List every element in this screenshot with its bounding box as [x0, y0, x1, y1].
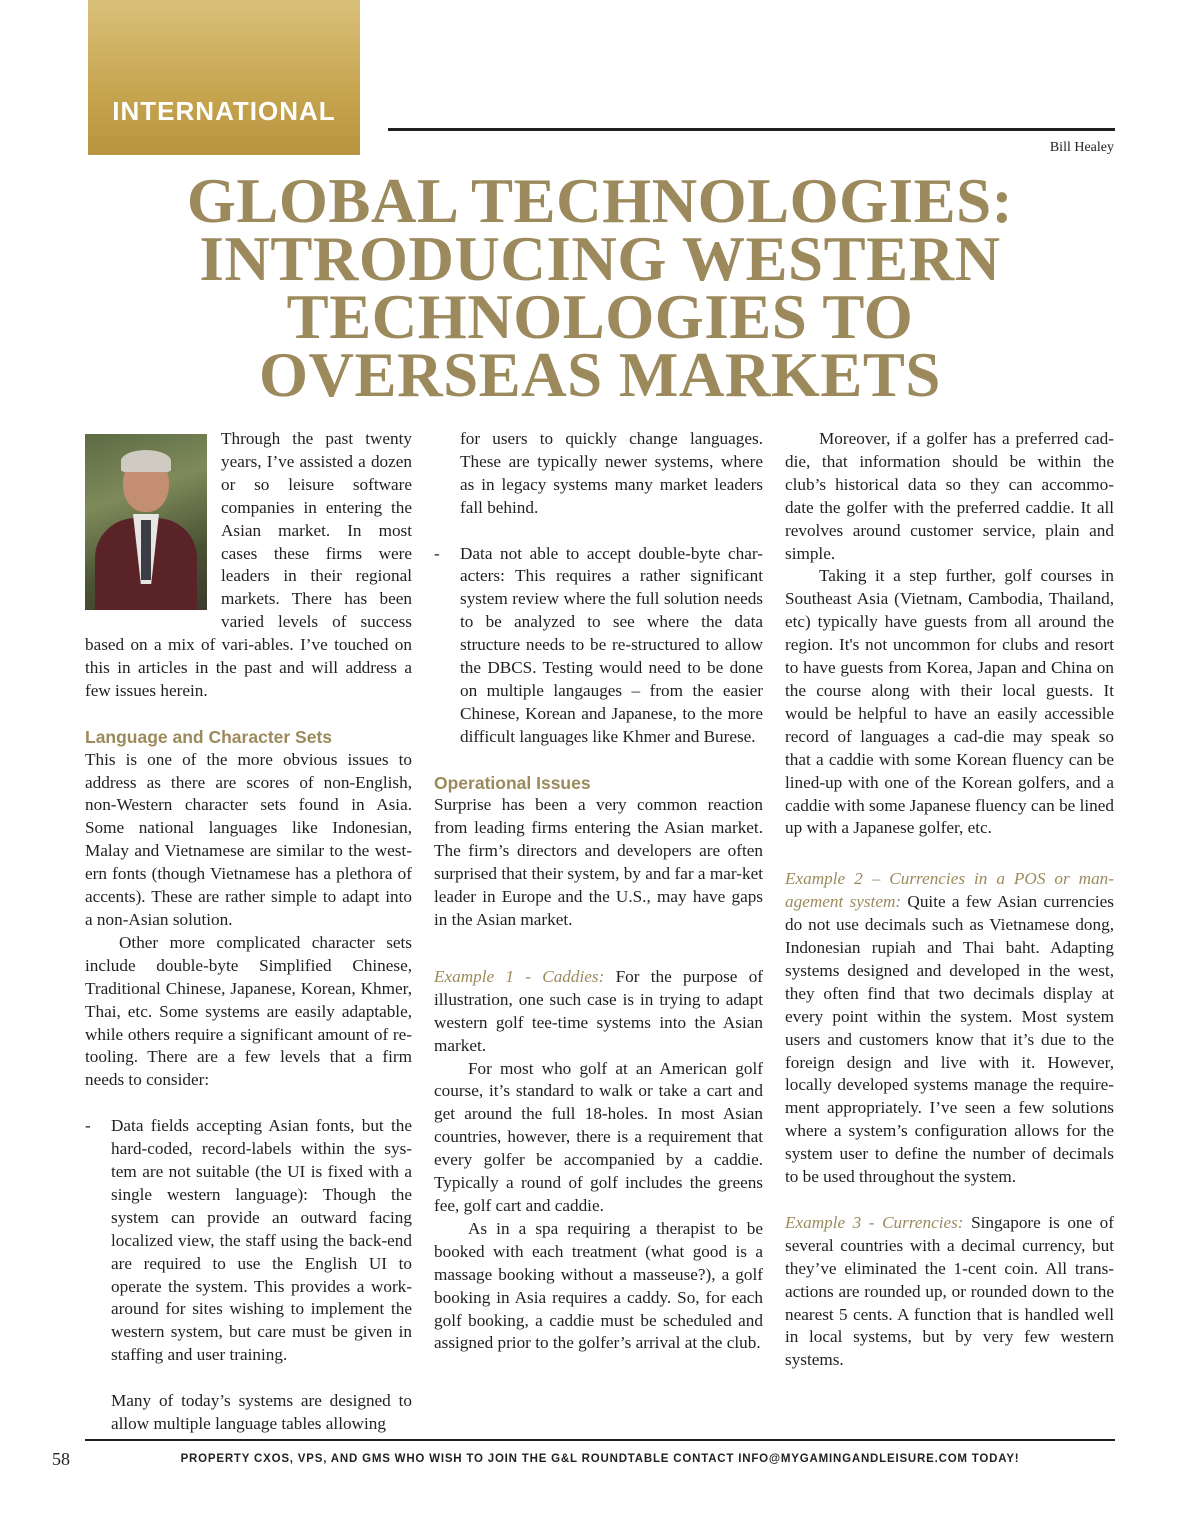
page-number: 58	[52, 1449, 70, 1469]
example-paragraph	[785, 1212, 1114, 1372]
example-label: Example 2 – Currencies in a POS or man-agement system:	[785, 869, 1114, 912]
example-label: Example 1 - Caddies:	[434, 966, 605, 986]
footer-note: PROPERTY CXOS, VPS, AND GMS WHO WISH TO JOIN THE G&L ROUNDTABLE CONTACT INFO@MYGAMINGANDLEISURE.COM TODAY!	[180, 1453, 1020, 1465]
example-paragraph	[785, 868, 1114, 1189]
section-label: INTERNATIONAL	[112, 96, 336, 126]
subhead-language: Language and Character Sets	[85, 726, 333, 747]
section-badge	[88, 0, 360, 155]
bullet-marker: -	[434, 543, 440, 563]
list-item-text: Data not able to accept double-byte char-acters: This requires a rather significant system review where the full solution needs to be analyzed to see where the data structure needs to be re-structured to allow the DBCS. Testing would need to be done on multiple langauges – from the easier Chinese, Korean and Japanese, to the more difficult languages like Khmer and Burese.	[460, 543, 763, 746]
example-text: Quite a few Asian currencies do not use decimals such as Vietnamese dong, Indonesian rupiah and Thai baht. Adapting systems designed and developed in the west, they often find that two decimals display at every point within the system. Most system users and customers know that it’s due to the foreign design and live with it. However, locally developed systems manage the require-ment appropriately. I’ve seen a few solutions where a system’s configuration allows for the system user to define the number of decimals to be used throughout the system.	[785, 892, 1114, 1187]
headline-line-1: GLOBAL TECHNOLOGIES:	[186, 166, 1014, 236]
bullet-marker: -	[85, 1116, 91, 1136]
example-paragraph	[434, 966, 763, 1058]
author-photo	[85, 434, 207, 610]
list-item-text: for users to quickly change languages. These are typically newer systems, where as in legacy systems many market leaders fall behind.	[460, 429, 763, 517]
author-byline: Bill Healey	[1049, 140, 1114, 155]
example-label: Example 3 - Currencies:	[785, 1212, 964, 1232]
footer-rule	[85, 1439, 1115, 1441]
list-item	[434, 428, 763, 520]
example-text: Singapore is one of several countries with a decimal currency, but they’ve eliminated the 1-cent coin. All trans-actions are rounded up, or rounded down to the nearest 5 cents. A function that is handled well in local systems, but by very few western systems.	[785, 1212, 1114, 1370]
body-paragraph: Surprise has been a very common reaction from leading firms entering the Asian market. The firm’s directors and developers are often surprised that their system, by and far a mar-ket leader in Europe and the U.S., may have gaps in the Asian market.	[434, 795, 763, 929]
article-column-2	[434, 428, 763, 1355]
list-item	[434, 543, 763, 749]
body-paragraph: This is one of the more obvious issues to address as there are scores of non-English, non-Western character sets found in Asia. Some national languages like Indonesian, Malay and Vietnamese are similar to the west-ern fonts (though Vietnamese has a plethora of accents). These are rather simple to adapt into a non-Asian solution.	[85, 749, 412, 930]
subhead-operational: Operational Issues	[434, 772, 591, 793]
list-item	[85, 1115, 412, 1436]
intro-paragraph: Through the past twenty years, I’ve assisted a dozen or so leisure software companies in entering the Asian market. In most cases these firms were leaders in their regional markets. There has been varied levels of success based on a mix of vari-ables. I’ve touched on this in articles in the past and will address a few issues herein.	[85, 429, 412, 700]
headline-line-3: TECHNOLOGIES TO	[286, 282, 914, 352]
body-paragraph: Taking it a step further, golf courses in Southeast Asia (Vietnam, Cambodia, Thailand, etc) typically have guests from all around the region. It's not uncommon for clubs and resort to have guests from Korea, Japan and China on the course along with their local guests. It would be helpful to have an easily accessible record of languages a cad-die may speak so that a caddie with some Korean fluency can be lined-up with one of the Korean golfers, and a caddie with some Japanese fluency can be lined up with a Japanese golfer, etc.	[785, 566, 1114, 838]
headline-line-4: OVERSEAS MARKETS	[259, 340, 941, 410]
list-item-text: Data fields accepting Asian fonts, but the hard-coded, record-labels within the sys-tem are not suitable (the UI is fixed with a single western language): Though the system can provide an outward facing localized view, the staff using the back-end are required to use the English UI to operate the system. This provides a work-around for sites wishing to implement the western system, but care must be given in staffing and user training.	[111, 1116, 412, 1365]
body-paragraph: Moreover, if a golfer has a preferred cad-die, that information should be within the club’s historical data so they can accommo-date the golfer with the preferred caddie. It all revolves around customer service, plain and simple.	[785, 429, 1114, 563]
headline-line-2: INTRODUCING WESTERN	[199, 224, 1001, 294]
header-rule	[388, 128, 1115, 131]
article-column-3	[785, 428, 1114, 1372]
body-paragraph: As in a spa requiring a therapist to be booked with each treatment (what good is a massage booking without a masseuse?), a golf booking in Asia requires a caddy. So, for each golf booking, a caddie must be scheduled and assigned prior to the golfer’s arrival at the club.	[434, 1218, 763, 1353]
article-column-1	[85, 428, 412, 1436]
list-item-text: Many of today’s systems are designed to allow multiple language tables allowing	[111, 1391, 412, 1433]
body-paragraph: Other more complicated character sets include double-byte Simplified Chinese, Traditional Chinese, Japanese, Korean, Khmer, Thai, etc. Some systems are easily adaptable, while others require a significant amount of re-tooling. There are a few levels that a firm needs to consider:	[85, 932, 412, 1090]
example-text: For the purpose of illustration, one such case is in trying to adapt western golf tee-time systems into the Asian market.	[434, 966, 764, 1055]
body-paragraph: For most who golf at an American golf course, it’s standard to walk or take a cart and get around the full 18-holes. In most Asian countries, however, there is a requirement that every golfer be accompanied by a caddie. Typically a round of golf includes the greens fee, golf cart and caddie.	[434, 1058, 763, 1215]
article-headline	[60, 166, 1140, 410]
